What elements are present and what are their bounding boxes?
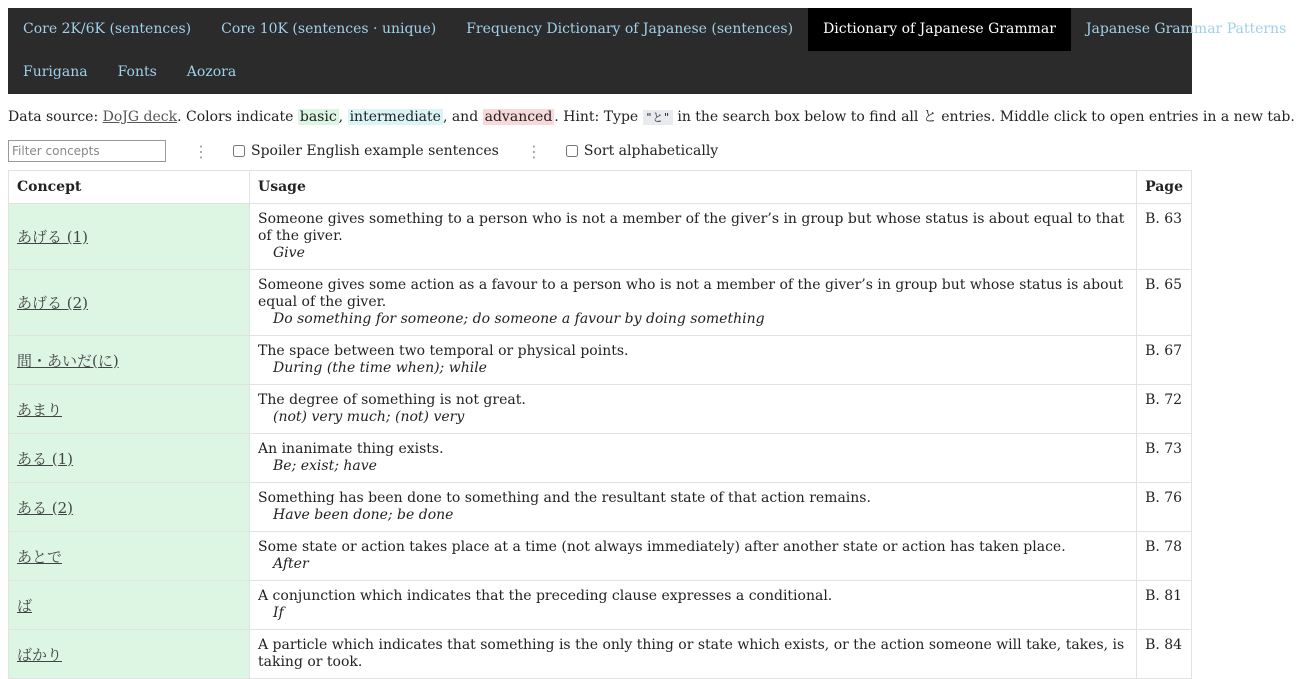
concept-cell <box>9 385 250 434</box>
concept-cell <box>9 336 250 385</box>
usage-cell <box>250 270 1137 336</box>
concept-link[interactable]: ある (1) <box>17 449 74 468</box>
table-row <box>9 581 1192 630</box>
nav-aozora[interactable]: Aozora <box>186 64 237 80</box>
basic-level-tag: basic <box>299 109 337 125</box>
info-hint-text: . Hint: Type <box>554 109 643 125</box>
english-meaning: (not) very much; (not) very <box>273 409 465 425</box>
usage-text: Someone gives some action as a favour to a person who is not a member of the giver’s in group but whose status is about equal of the giver. <box>258 277 1124 310</box>
usage-text: A conjunction which indicates that the preceding clause expresses a conditional. <box>258 588 833 604</box>
usage-cell <box>250 532 1137 581</box>
usage-cell <box>250 630 1137 679</box>
english-meaning: After <box>273 556 309 572</box>
page-cell: B. 67 <box>1137 336 1192 385</box>
nav-dictionary-of-japanese-grammar[interactable]: Dictionary of Japanese Grammar <box>808 8 1071 51</box>
concept-cell <box>9 630 250 679</box>
page-cell: B. 81 <box>1137 581 1192 630</box>
table-row <box>9 204 1192 270</box>
concept-link[interactable]: あとで <box>17 547 63 566</box>
usage-cell <box>250 385 1137 434</box>
advanced-level-tag: advanced <box>484 109 553 125</box>
english-meaning: Be; exist; have <box>273 458 377 474</box>
nav-row-1 <box>8 8 1287 51</box>
table-row <box>9 336 1192 385</box>
usage-cell <box>250 581 1137 630</box>
sort-alphabetically-label: Sort alphabetically <box>583 143 719 159</box>
table-header-row <box>9 171 1192 204</box>
usage-text: The degree of something is not great. <box>258 392 526 408</box>
page-column-header[interactable]: Page <box>1137 171 1192 204</box>
table-row <box>9 483 1192 532</box>
table-row <box>9 434 1192 483</box>
usage-text: Some state or action takes place at a time (not always immediately) after another state or action has taken place. <box>258 539 1066 555</box>
page-cell: B. 72 <box>1137 385 1192 434</box>
hint-code: "と" <box>643 110 673 125</box>
concept-cell <box>9 204 250 270</box>
nav-fonts[interactable]: Fonts <box>117 64 157 80</box>
usage-cell <box>250 483 1137 532</box>
usage-text: Someone gives something to a person who is not a member of the giver’s in group but whose status is about equal to that of the giver. <box>258 211 1125 244</box>
english-meaning: If <box>273 605 284 621</box>
concept-cell <box>9 483 250 532</box>
intermediate-level-tag: intermediate <box>349 109 441 125</box>
nav-frequency-dictionary[interactable]: Frequency Dictionary of Japanese (sentences) <box>466 21 794 37</box>
concept-link[interactable]: ばかり <box>17 645 63 664</box>
concept-link[interactable]: 間・あいだ(に) <box>17 351 119 370</box>
dojg-deck-link[interactable]: DoJG deck <box>102 109 178 125</box>
info-line <box>8 107 1295 128</box>
info-hint-rest: in the search box below to find all と entries. Middle click to open entries in a new tab. <box>672 109 1295 125</box>
info-comma-1: , <box>338 109 348 125</box>
english-meaning: During (the time when); while <box>273 360 487 376</box>
concept-link[interactable]: ば <box>17 596 33 615</box>
table-row <box>9 270 1192 336</box>
controls-bar <box>8 140 718 162</box>
nav-core-2k6k[interactable]: Core 2K/6K (sentences) <box>23 21 192 37</box>
concept-cell <box>9 532 250 581</box>
concept-cell <box>9 270 250 336</box>
table-row <box>9 630 1192 679</box>
usage-text: The space between two temporal or physical points. <box>258 343 629 359</box>
more-vert-icon: ⋮ <box>525 141 542 161</box>
nav-core-10k[interactable]: Core 10K (sentences · unique) <box>221 21 437 37</box>
usage-cell <box>250 336 1137 385</box>
usage-text: Something has been done to something and the resultant state of that action remains. <box>258 490 871 506</box>
table-row <box>9 385 1192 434</box>
concept-link[interactable]: あげる (1) <box>17 228 89 246</box>
usage-column-header[interactable]: Usage <box>250 171 1137 204</box>
usage-text: A particle which indicates that something is the only thing or state which exists, or the action someone will take, takes, is taking or took. <box>258 637 1125 670</box>
english-meaning: Give <box>273 245 305 261</box>
page-cell: B. 84 <box>1137 630 1192 679</box>
concept-link[interactable]: ある (2) <box>17 498 74 517</box>
english-meaning: Have been done; be done <box>273 507 454 523</box>
grammar-table <box>8 170 1192 679</box>
nav-japanese-grammar-patterns[interactable]: Japanese Grammar Patterns <box>1085 21 1287 37</box>
english-meaning: Do something for someone; do someone a favour by doing something <box>273 311 765 327</box>
concept-link[interactable]: あげる (2) <box>17 294 89 312</box>
concept-column-header[interactable]: Concept <box>9 171 250 204</box>
filter-concepts-input[interactable] <box>8 140 166 162</box>
spoiler-english-checkbox[interactable] <box>233 145 245 157</box>
page-cell: B. 78 <box>1137 532 1192 581</box>
info-prefix: Data source: <box>8 109 103 125</box>
sort-alphabetically-checkbox[interactable] <box>566 145 578 157</box>
sort-alphabetically-toggle[interactable] <box>566 143 718 159</box>
page-cell: B. 73 <box>1137 434 1192 483</box>
concept-cell <box>9 581 250 630</box>
usage-text: An inanimate thing exists. <box>258 441 444 457</box>
usage-cell <box>250 204 1137 270</box>
usage-cell <box>250 434 1137 483</box>
top-navigation <box>8 8 1287 94</box>
nav-row-2 <box>8 51 1192 94</box>
page-cell: B. 65 <box>1137 270 1192 336</box>
table-row <box>9 532 1192 581</box>
spoiler-english-toggle[interactable] <box>233 143 499 159</box>
nav-furigana[interactable]: Furigana <box>23 64 88 80</box>
table-body <box>9 204 1192 679</box>
spoiler-english-label: Spoiler English example sentences <box>251 143 499 159</box>
page-cell: B. 76 <box>1137 483 1192 532</box>
more-vert-icon: ⋮ <box>193 141 209 161</box>
info-colors-text: . Colors indicate <box>177 109 298 125</box>
info-comma-2: , and <box>442 109 483 125</box>
concept-link[interactable]: あまり <box>17 400 63 419</box>
concept-cell <box>9 434 250 483</box>
page-cell: B. 63 <box>1137 204 1192 270</box>
